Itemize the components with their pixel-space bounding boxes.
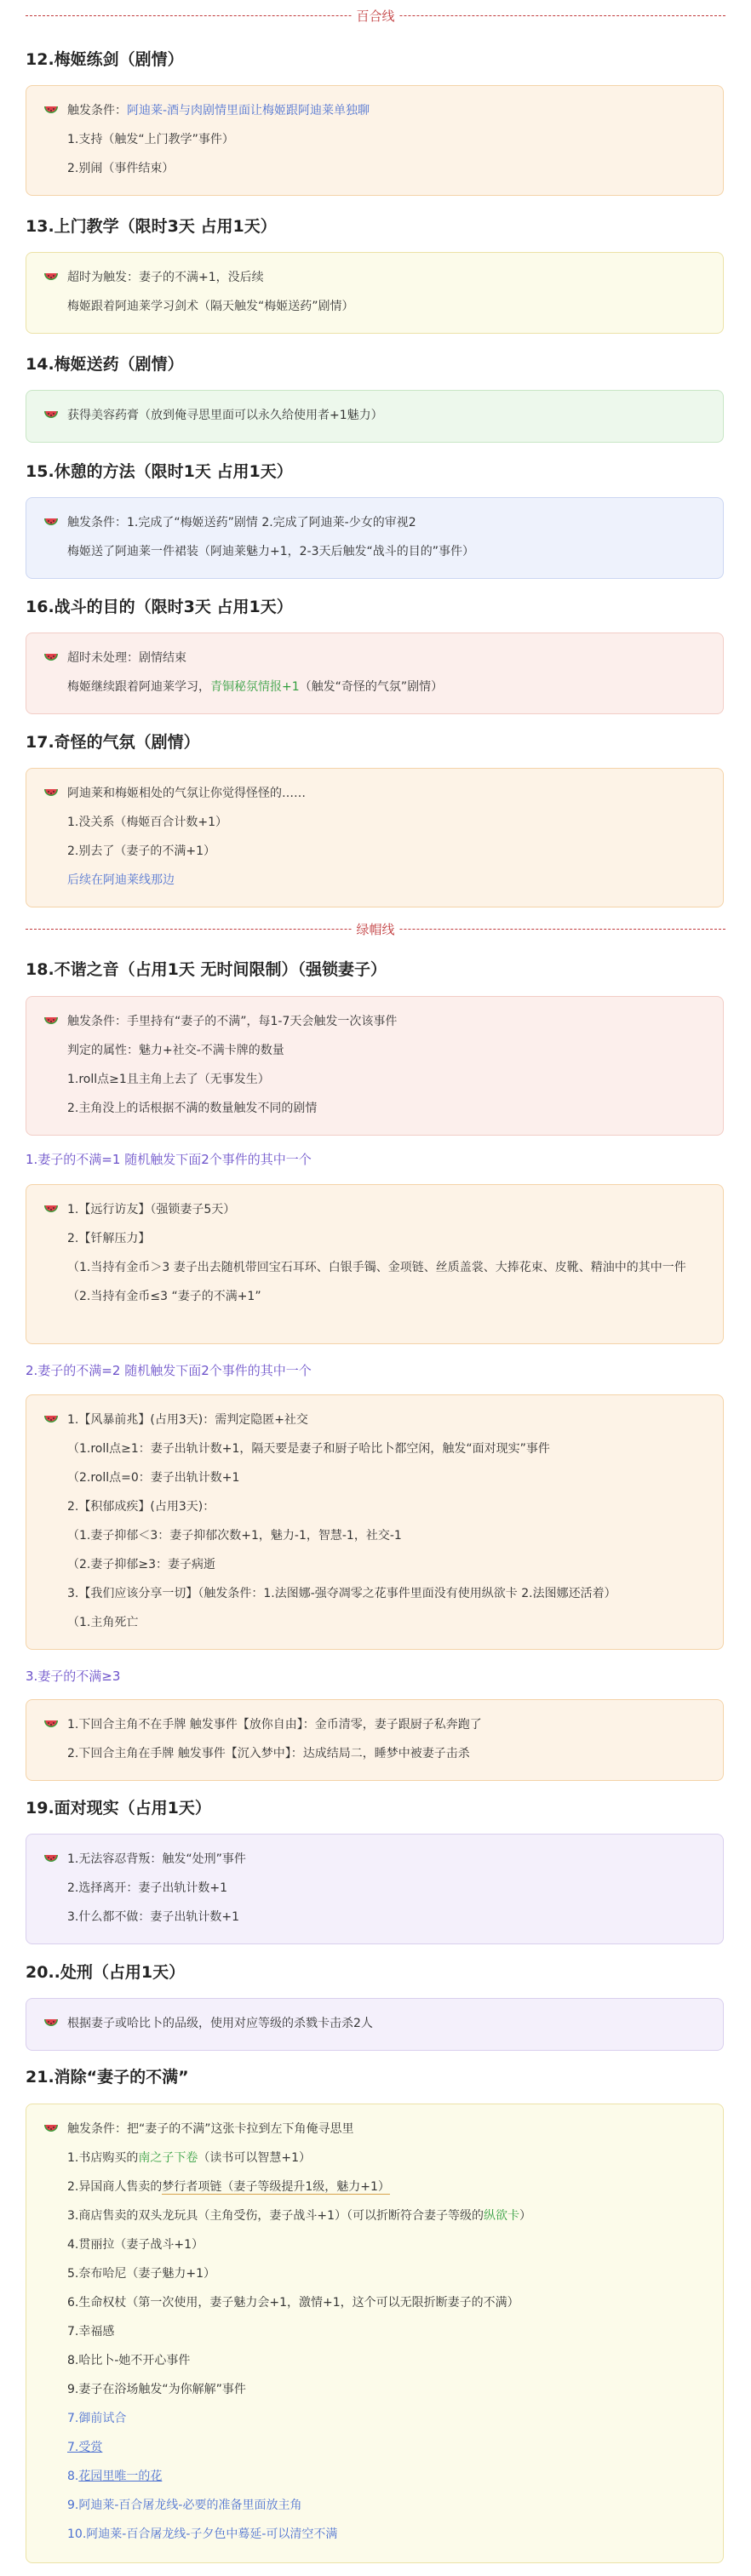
item-4: 4.贯丽拉（妻子战斗+1） <box>67 2238 204 2252</box>
section-16-box <box>26 633 724 714</box>
subheading-discontent-1: 1.妻子的不满=1 随机触发下面2个事件的其中一个 <box>26 1152 312 1167</box>
desc-line <box>43 673 706 701</box>
text: 触发条件：1.完成了“梅姬送药”剧情 2.完成了阿迪莱-少女的审视2 <box>67 516 416 530</box>
section-13-box <box>26 252 724 334</box>
section-21-box <box>26 2104 724 2563</box>
desc-line: 梅姬跟着阿迪莱学习剑术（隔天触发“梅姬送药”剧情） <box>67 300 354 313</box>
discontent-1-box <box>26 1184 724 1344</box>
text: 2.异国商人售卖的 <box>67 2180 163 2194</box>
text: 获得美容药膏（放到俺寻思里面可以永久给使用者+1魅力） <box>67 409 383 422</box>
roll-ok-line: 1.roll点≥1且主角上去了（无事发生） <box>67 1073 270 1086</box>
gold-more-than-3: （1.当持有金币＞3 妻子出去随机带回宝石耳环、白银手镯、金项链、丝质盖裳、大捧花束、皮靴、精油中的其中一件 <box>67 1261 686 1274</box>
text: 梅姬继续跟着阿迪莱学习， <box>67 680 210 694</box>
section-19-box <box>26 1834 724 1944</box>
baihe-divider <box>26 7 725 26</box>
item-necklace <box>43 2172 706 2201</box>
card-highlight: 纵欲卡 <box>484 2209 519 2223</box>
text: 1.书店购买的 <box>67 2151 139 2165</box>
watermelon-icon <box>43 1015 59 1028</box>
subheading-discontent-3: 3.妻子的不满≥3 <box>26 1669 121 1684</box>
trigger-line <box>43 96 706 125</box>
link-flower[interactable]: 花园里唯一的花 <box>78 2470 163 2483</box>
watermelon-icon <box>43 787 59 800</box>
option-no: 2.别去了（妻子的不满+1） <box>67 844 215 858</box>
roll-fail-line: 2.主角没上的话根据不满的数量触发不同的剧情 <box>67 1102 318 1115</box>
reward-line <box>43 401 706 430</box>
text: 1.【远行访友】（强锁妻子5天） <box>67 1203 236 1216</box>
section-14-box <box>26 390 724 443</box>
link-royal-duel[interactable]: 7.御前试合 <box>67 2412 127 2425</box>
lvmao-divider <box>26 920 725 939</box>
text: （触发“奇怪的气氛”剧情） <box>299 680 444 694</box>
text: （读书可以智慧+1） <box>198 2151 311 2165</box>
timeout-line <box>43 644 706 673</box>
watermelon-icon <box>43 2122 59 2136</box>
link-preparation[interactable]: 9.阿迪莱-百合屠龙线-必要的准备里面放主角 <box>67 2499 302 2512</box>
gold-le-3: （2.当持有金币≤3 “妻子的不满+1” <box>67 1290 261 1303</box>
subheading-discontent-2: 2.妻子的不满=2 随机触发下面2个事件的其中一个 <box>26 1363 312 1378</box>
section-17-box <box>26 768 724 907</box>
event-share-everything: 3.【我们应该分享一切】（触发条件：1.法图娜-强夺凋零之花事件里面没有使用纵欲卡 2.法图娜还活着） <box>67 1587 616 1600</box>
section-title: 19.面对现实（占用1天） <box>26 1799 211 1818</box>
option-nothing: 3.什么都不做：妻子出轨计数+1 <box>67 1910 239 1924</box>
section-title: 15.休憩的方法（限时1天 占用1天） <box>26 462 293 481</box>
text: 3.商店售卖的双头龙玩具（主角受伤，妻子战斗+1）（可以折断符合妻子等级的 <box>67 2209 484 2223</box>
section-20-box <box>26 1998 724 2051</box>
storm-roll-0: （2.roll点=0：妻子出轨计数+1 <box>67 1471 240 1485</box>
watermelon-icon <box>43 1718 59 1732</box>
intro-line <box>43 779 706 808</box>
text: 触发条件：把“妻子的不满”这张卡拉到左下角俺寻思里 <box>67 2122 354 2136</box>
watermelon-icon <box>43 1852 59 1866</box>
watermelon-icon <box>43 1413 59 1427</box>
text: 1.【风暴前兆】(占用3天)：需判定隐匿+社交 <box>67 1413 308 1427</box>
section-title: 16.战斗的目的（限时3天 占用1天） <box>26 598 293 616</box>
intel-highlight: 青铜秘氛情报+1 <box>210 680 300 694</box>
necklace-highlight: 梦行者项链（妻子等级提升1级，魅力+1） <box>162 2180 390 2194</box>
section-title: 20..处刑（占用1天） <box>26 1963 186 1982</box>
section-18-box <box>26 996 724 1136</box>
event-relieve-stress: 2.【钎解压力】 <box>67 1232 151 1245</box>
divider-label: 绿帽线 <box>351 920 399 939</box>
event-set-free <box>43 1710 706 1739</box>
discontent-2-box <box>26 1394 724 1650</box>
item-5: 5.奈布哈尼（妻子魅力+1） <box>67 2267 215 2281</box>
watermelon-icon <box>43 516 59 530</box>
item-happiness: 7.幸福感 <box>67 2325 115 2338</box>
event-visit-friend <box>43 1195 706 1224</box>
watermelon-icon <box>43 2017 59 2030</box>
link-clear-discontent[interactable]: 10.阿迪莱-百合屠龙线-子夕色中蓦延-可以清空不满 <box>67 2527 338 2541</box>
watermelon-icon <box>43 104 59 117</box>
watermelon-icon <box>43 409 59 422</box>
text: 触发条件：手里持有“妻子的不满”，每1-7天会触发一次该事件 <box>67 1015 398 1028</box>
desc-line: 梅姬送了阿迪莱一件裙装（阿迪莱魅力+1，2-3天后触发“战斗的目的”事件） <box>67 545 475 558</box>
item-scepter: 6.生命权杖（第一次使用，妻子魅力会+1，激情+1，这个可以无限折断妻子的不满） <box>67 2296 519 2310</box>
watermelon-icon <box>43 271 59 284</box>
item-bath: 9.妻子在浴场触发“为你解解”事件 <box>67 2383 246 2396</box>
section-title: 17.奇怪的气氛（剧情） <box>26 733 200 752</box>
protagonist-death: （1.主角死亡 <box>67 1616 139 1629</box>
event-storm <box>43 1405 706 1434</box>
section-title: 12.梅姬练剑（剧情） <box>26 50 184 69</box>
item-flower <box>43 2462 706 2491</box>
followup-link[interactable]: 后续在阿迪莱线那边 <box>67 873 175 887</box>
section-15-box <box>26 497 724 579</box>
section-12-box <box>26 85 724 196</box>
event-dream: 2.下回合主角在手牌 触发事件【沉入梦中】：达成结局二，睡梦中被妻子击杀 <box>67 1747 470 1760</box>
trigger-line <box>43 1007 706 1036</box>
trigger-line <box>43 508 706 537</box>
trigger-prefix: 触发条件： <box>67 104 127 117</box>
option-ok: 1.没关系（梅姬百合计数+1） <box>67 816 227 829</box>
judge-line: 判定的属性：魅力+社交-不满卡牌的数量 <box>67 1044 284 1057</box>
trigger-link[interactable]: 阿迪莱-酒与肉剧情里面让梅姬跟阿迪莱单独聊 <box>127 104 370 117</box>
item-habibu: 8.哈比卜-她不开心事件 <box>67 2354 191 2367</box>
text: 根据妻子或哈比卜的品级，使用对应等级的杀戮卡击杀2人 <box>67 2017 373 2030</box>
depression-ge-3: （2.妻子抑郁≥3：妻子病逝 <box>67 1558 215 1571</box>
text: 超时为触发：妻子的不满+1，没后续 <box>67 271 264 284</box>
item-book <box>43 2144 706 2172</box>
text: 阿迪莱和梅姬相处的气氛让你觉得怪怪的…… <box>67 787 306 800</box>
text: 超时未处理：剧情结束 <box>67 651 186 665</box>
divider-label: 百合线 <box>351 7 399 26</box>
option-execute <box>43 1845 706 1874</box>
text: 8. <box>67 2470 79 2483</box>
timeout-line <box>43 263 706 292</box>
text: 1.下回合主角不在手牌 触发事件【放你自由】：金币清零，妻子跟厨子私奔跑了 <box>67 1718 482 1732</box>
text: 1.无法容忍背叛：触发“处刑”事件 <box>67 1852 246 1866</box>
watermelon-icon <box>43 651 59 665</box>
execute-line <box>43 2009 706 2038</box>
section-title: 21.消除“妻子的不满” <box>26 2068 189 2087</box>
book-highlight: 南之子下卷 <box>138 2151 198 2165</box>
event-depression: 2.【积郁成疾】(占用3天)： <box>67 1500 215 1514</box>
option-leave: 2.选择离开：妻子出轨计数+1 <box>67 1881 227 1895</box>
depression-lt-3: （1.妻子抑郁＜3：妻子抑郁次数+1，魅力-1，智慧-1，社交-1 <box>67 1529 402 1543</box>
storm-roll-ge-1: （1.roll点≥1：妻子出轨计数+1，隔天要是妻子和厨子哈比卜都空闲，触发“面对现实”事件 <box>67 1442 550 1456</box>
option-stop: 2.别闹（事件结束） <box>67 162 175 175</box>
text: ） <box>519 2209 531 2223</box>
watermelon-icon <box>43 1203 59 1216</box>
link-reward[interactable]: 7.受赏 <box>67 2441 103 2454</box>
item-toy <box>43 2201 706 2230</box>
discontent-3-box <box>26 1699 724 1781</box>
trigger-line <box>43 2115 706 2144</box>
section-title: 18.不谐之音（占用1天 无时间限制）（强锁妻子） <box>26 960 387 979</box>
option-support: 1.支持（触发“上门教学”事件） <box>67 133 234 146</box>
section-title: 14.梅姬送药（剧情） <box>26 355 184 374</box>
item-reward <box>43 2433 706 2462</box>
section-title: 13.上门教学（限时3天 占用1天） <box>26 217 277 236</box>
